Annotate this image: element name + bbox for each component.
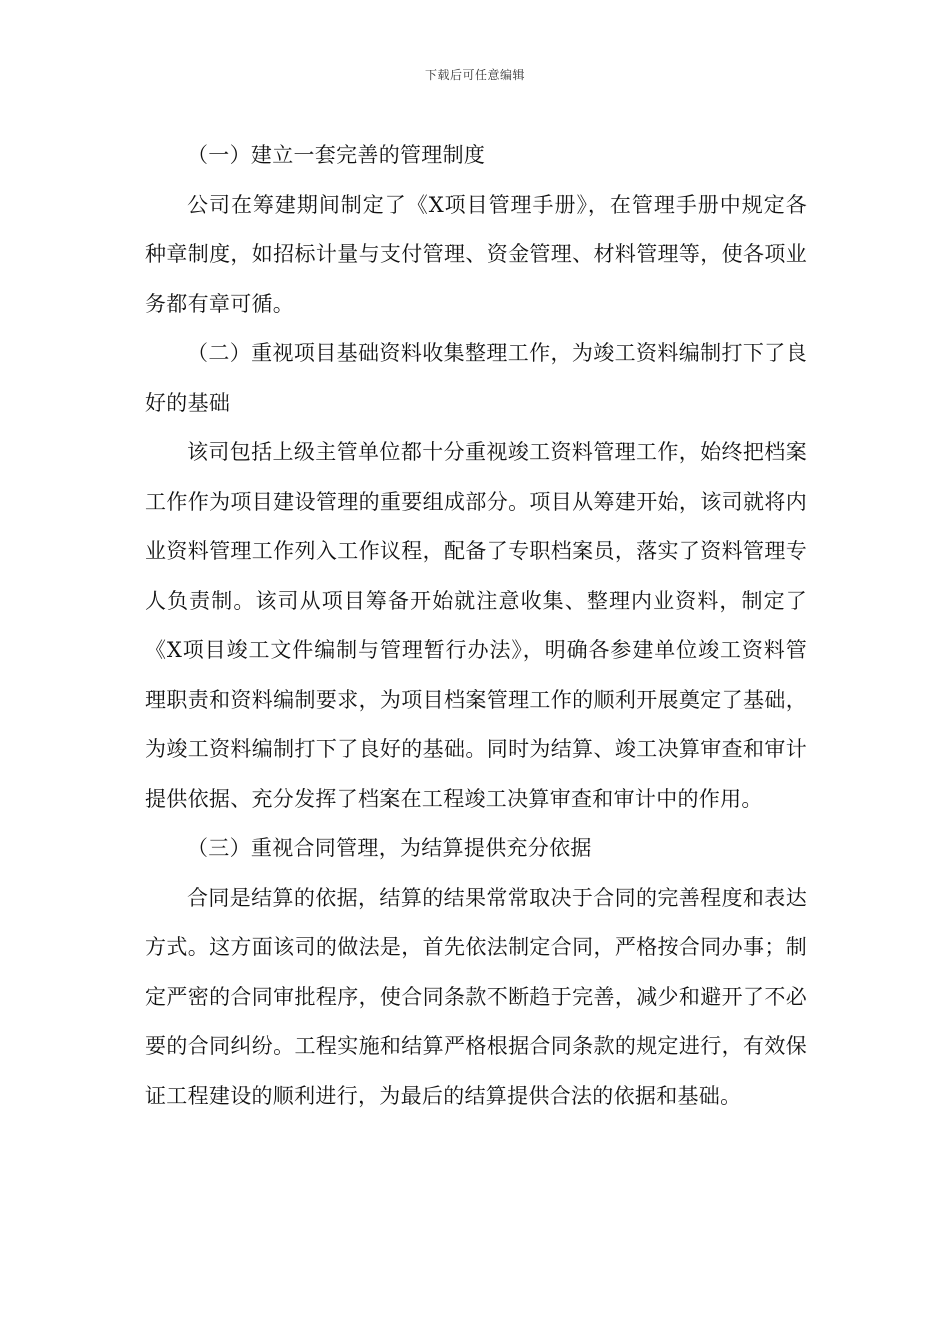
paragraph-2: 该司包括上级主管单位都十分重视竣工资料管理工作，始终把档案工作作为项目建设管理的重要组成部分。项目从筹建开始，该司就将内业资料管理工作列入工作议程，配备了专职档案员，落实了资料管理专人负责制。该司从项目筹备开始就注意收集、整理内业资料，制定了《X项目竣工文件编制与管理暂行办法》，明确各参建单位竣工资料管理职责和资料编制要求，为项目档案管理工作的顺利开展奠定了基础，为竣工资料编制打下了良好的基础。同时为结算、竣工决算审查和审计提供依据、充分发挥了档案在工程竣工决算审查和审计中的作用。 bbox=[145, 440, 807, 811]
paragraph-1: 公司在筹建期间制定了《X项目管理手册》，在管理手册中规定各种章制度，如招标计量与支付管理、资金管理、材料管理等，使各项业务都有章可循。 bbox=[145, 192, 807, 316]
document-body bbox=[145, 131, 807, 1121]
paragraph-3: 合同是结算的依据，结算的结果常常取决于合同的完善程度和表达方式。这方面该司的做法是，首先依法制定合同，严格按合同办事；制定严密的合同审批程序，使合同条款不断趋于完善，减少和避开了不必要的合同纠纷。工程实施和结算严格根据合同条款的规定进行，有效保证工程建设的顺利进行，为最后的结算提供合法的依据和基础。 bbox=[145, 885, 807, 1108]
section-heading-3: （三）重视合同管理，为结算提供充分依据 bbox=[187, 836, 592, 860]
header-note: 下载后可任意编辑 bbox=[424, 68, 525, 82]
section-heading-1: （一）建立一套完善的管理制度 bbox=[187, 143, 486, 167]
section-heading-2: （二）重视项目基础资料收集整理工作，为竣工资料编制打下了良好的基础 bbox=[145, 341, 807, 415]
